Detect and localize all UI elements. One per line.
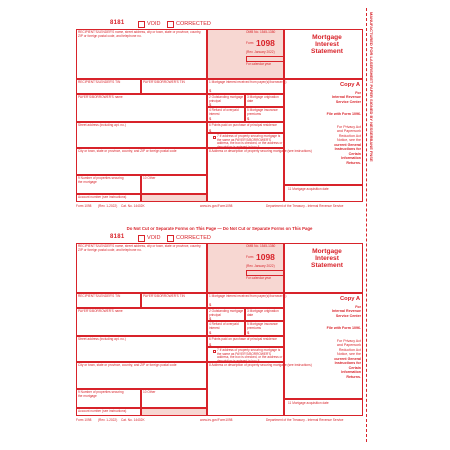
copy-label: Copy A [340,82,361,88]
box4-label: 4 Refund of overpaid interest [209,322,239,330]
footer-url: www.irs.gov/Form1098 [200,418,233,422]
box5-label: 5 Mortgage insurance premiums [247,322,278,330]
side-line-2: Internal Revenue [332,309,361,314]
form-label: Form [246,255,254,259]
box7-label: 7 If address of property securing mortgage is the same as PAYER'S/BORROWER'S address, the box is checked, or the address or description is entered in box 8. [217,348,283,363]
box6[interactable] [207,336,284,347]
box4-label: 4 Refund of overpaid interest [209,108,239,116]
footer-rev: (Rev. 1-2022) [98,204,118,208]
side-line-2: Internal Revenue [332,95,361,100]
privacy-notice [301,339,361,357]
cut-line-notice: Do Not Cut or Separate Forms on This Page — Do Not Cut or Separate Forms on This Page [126,226,313,231]
box2[interactable] [207,94,245,107]
title-line-2: Interest [315,41,339,49]
instr-line-1: current General [334,357,361,361]
box11-label: 11 Mortgage acquisition date [288,187,329,191]
instr-line-4: Information [341,370,361,375]
form-title [294,248,360,270]
box1-label: 1 Mortgage interest received from payer(s)/borrower(s) [209,80,287,84]
privacy-line-2: and Paperwork [336,129,361,134]
footer-form: Form 1098 [76,204,92,208]
box2-dollar: $ [209,102,212,107]
privacy-line-4: Notice, see the [337,138,361,143]
box6-label: 6 Points paid on purchase of principal residence [209,123,277,127]
title-line-1: Mortgage [312,248,342,255]
vertical-side-text: MANUFACTURED FOR LASERSHEET PAPER SIGNED BY NESSERBANE FNSE [369,12,374,162]
box2-label: 2 Outstanding mortgage principal [209,95,244,103]
form-number: 1098 [256,252,275,262]
omb-label: OMB No. 1545-1380 [246,244,276,248]
payer-tin-label: PAYER'S/BORROWER'S TIN [143,294,185,298]
box1-label: 1 Mortgage interest received from payer(s)/borrower(s) [209,294,287,298]
void-label: VOID [147,21,161,27]
corrected-label: CORRECTED [176,235,211,241]
box3-label: 3 Mortgage origination date [247,309,279,317]
box9[interactable] [76,175,141,194]
box8-label: 8 Address or description of property securing mortgage (see instructions) [209,149,312,153]
general-instructions [301,143,361,165]
instr-line-4: Information [341,156,361,161]
rev-label: (Rev. January 2022) [246,264,275,268]
box6[interactable] [207,122,284,133]
instr-line-1: current General [334,143,361,147]
box7[interactable] [207,133,284,148]
rev-label: (Rev. January 2022) [246,50,275,54]
title-line-2: Interest [315,255,339,263]
box10-label: 10 Other [143,176,156,180]
box5[interactable] [245,321,284,336]
footer-dept: Department of the Treasury - Internal Revenue Service [266,418,344,422]
form-title [294,34,360,56]
calendar-label: For calendar year [246,276,271,280]
instr-line-2: Instructions for [334,361,361,366]
city-label: City or town, state or province, country, and ZIP or foreign postal code [78,363,177,367]
box6-dollar: $ [209,128,212,133]
payer-name-box[interactable] [76,308,207,336]
side-line-1: For [355,91,361,95]
box4[interactable] [207,107,245,122]
side-line-3: Service Center [335,313,361,318]
city-box[interactable] [76,148,207,175]
box1[interactable] [207,79,287,94]
street-box[interactable] [76,122,207,148]
box7-checkbox[interactable] [213,136,216,139]
street-label: Street address (including apt. no.) [78,123,126,127]
box5-label: 5 Mortgage insurance premiums [247,108,278,116]
recipient-info-box[interactable] [76,243,207,293]
privacy-line-2: and Paperwork [336,343,361,348]
account-label: Account number (see instructions) [78,409,127,413]
recipient-tin-label: RECIPIENT'S/LENDER'S TIN [78,80,121,84]
box4-dollar: $ [209,330,212,335]
title-line-3: Statement [311,48,343,56]
box7[interactable] [207,347,284,362]
account-box[interactable] [76,194,141,202]
instr-line-2: Instructions for [334,147,361,152]
corrected-checkbox[interactable] [167,21,174,28]
form-number: 1098 [256,38,275,48]
side-line-3: Service Center [335,99,361,104]
city-box[interactable] [76,362,207,389]
title-line-3: Statement [311,262,343,270]
street-label: Street address (including apt. no.) [78,337,126,341]
form-label: Form [246,41,254,45]
account-shaded [141,194,207,202]
file-with: File with Form 1096. [326,112,361,116]
footer-cat: Cat. No. 14402K [121,418,145,422]
box7-checkbox[interactable] [213,350,216,353]
account-box[interactable] [76,408,141,416]
box4[interactable] [207,321,245,336]
instr-line-5: Returns. [346,160,361,165]
form-1098-copy-a-bottom [76,236,363,448]
form-code: 8181 [110,234,125,240]
box9-label: 9 Number of properties securing the mortgage [78,176,124,184]
form-1098-copy-a-top [76,22,363,234]
form-code: 8181 [110,20,125,26]
box4-dollar: $ [209,116,212,121]
box1-dollar: $ [209,302,212,307]
street-box[interactable] [76,336,207,362]
privacy-line-3: Reduction Act [338,347,361,352]
box7-label: 7 If address of property securing mortgage is the same as PAYER'S/BORROWER'S address, the box is checked, or the address or description is entered in box 8. [217,134,283,149]
recipient-label: RECIPIENT'S/LENDER'S name, street address, city or town, state or province, country, ZIP or foreign postal code, and telephone no. [78,30,202,38]
instr-line-5: Returns. [346,374,361,379]
payer-name-label: PAYER'S/BORROWER'S name [78,309,123,313]
general-instructions [301,357,361,379]
box1[interactable] [207,293,287,308]
box11[interactable] [284,399,363,416]
privacy-notice [301,125,361,143]
box1-dollar: $ [209,88,212,93]
privacy-line-1: For Privacy Act [336,339,361,343]
file-with: File with Form 1096. [326,326,361,330]
corrected-label: CORRECTED [176,21,211,27]
account-shaded [141,408,207,416]
box3[interactable] [245,308,284,321]
payer-tin-box[interactable] [141,79,207,94]
box10[interactable] [141,175,207,194]
void-checkbox[interactable] [138,235,145,242]
box10-label: 10 Other [143,390,156,394]
recipient-tin-label: RECIPIENT'S/LENDER'S TIN [78,294,121,298]
box2-label: 2 Outstanding mortgage principal [209,309,244,317]
account-label: Account number (see instructions) [78,195,127,199]
footer-rev: (Rev. 1-2022) [98,418,118,422]
box9[interactable] [76,389,141,408]
payer-tin-label: PAYER'S/BORROWER'S TIN [143,80,185,84]
box8-label: 8 Address or description of property securing mortgage (see instructions) [209,363,312,367]
calendar-label: For calendar year [246,62,271,66]
recipient-tin-box[interactable] [76,293,141,308]
privacy-line-4: Notice, see the [337,352,361,357]
box5[interactable] [245,107,284,122]
box2-dollar: $ [209,316,212,321]
box11[interactable] [284,185,363,202]
box11-label: 11 Mortgage acquisition date [288,401,329,405]
city-label: City or town, state or province, country, and ZIP or foreign postal code [78,149,177,153]
title-line-1: Mortgage [312,34,342,41]
omb-label: OMB No. 1545-1380 [246,30,276,34]
payer-tin-box[interactable] [141,293,207,308]
corrected-checkbox[interactable] [167,235,174,242]
box5-dollar: $ [247,116,250,121]
payer-name-box[interactable] [76,94,207,122]
payer-name-label: PAYER'S/BORROWER'S name [78,95,123,99]
recipient-tin-box[interactable] [76,79,141,94]
box10[interactable] [141,389,207,408]
copy-destination [301,91,361,104]
box6-dollar: $ [209,342,212,347]
recipient-info-box[interactable] [76,29,207,79]
footer-cat: Cat. No. 14402K [121,204,145,208]
copy-label: Copy A [340,296,361,302]
instr-line-3: Certain [348,365,361,370]
perforation-line [366,8,367,442]
side-line-1: For [355,305,361,309]
instr-line-3: Certain [348,151,361,156]
copy-destination [301,305,361,318]
footer-form: Form 1098 [76,418,92,422]
void-checkbox[interactable] [138,21,145,28]
privacy-line-1: For Privacy Act [336,125,361,129]
footer-url: www.irs.gov/Form1098 [200,204,233,208]
box3-label: 3 Mortgage origination date [247,95,279,103]
footer-dept: Department of the Treasury - Internal Revenue Service [266,204,344,208]
box3[interactable] [245,94,284,107]
box6-label: 6 Points paid on purchase of principal residence [209,337,277,341]
privacy-line-3: Reduction Act [338,133,361,138]
recipient-label: RECIPIENT'S/LENDER'S name, street address, city or town, state or province, country, ZIP or foreign postal code, and telephone no. [78,244,202,252]
box2[interactable] [207,308,245,321]
box9-label: 9 Number of properties securing the mortgage [78,390,124,398]
void-label: VOID [147,235,161,241]
box5-dollar: $ [247,330,250,335]
